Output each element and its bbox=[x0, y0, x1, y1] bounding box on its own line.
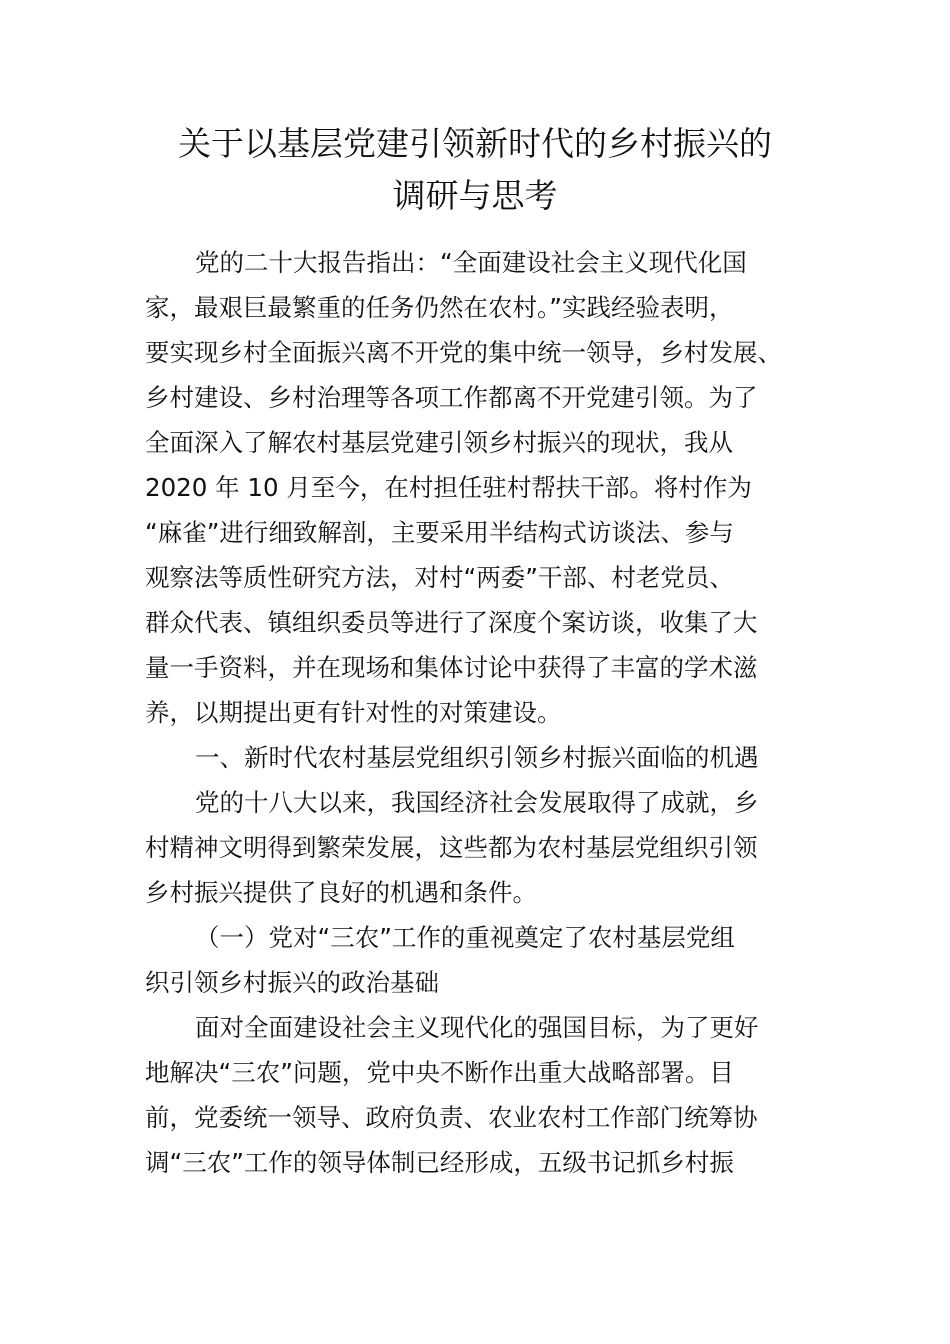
text-line: 调“三农”工作的领导体制已经形成，五级书记抓乡村振 bbox=[145, 1148, 734, 1177]
text-line: 养，以期提出更有针对性的对策建设。 bbox=[145, 698, 562, 727]
text-line: 织引领乡村振兴的政治基础 bbox=[145, 968, 439, 997]
text-line: （一）党对“三农”工作的重视奠定了农村基层党组 bbox=[195, 923, 735, 952]
text-line: 面对全面建设社会主义现代化的强国目标，为了更好 bbox=[195, 1013, 759, 1042]
text-line: 量一手资料，并在现场和集体讨论中获得了丰富的学术滋 bbox=[145, 653, 758, 682]
text-line: 要实现乡村全面振兴离不开党的集中统一领导，乡村发展、 bbox=[145, 338, 782, 367]
subsection-heading-1 bbox=[145, 915, 805, 1005]
title-line-2: 调研与思考 bbox=[392, 176, 558, 215]
text-line: 村精神文明得到繁荣发展，这些都为农村基层党组织引领 bbox=[145, 833, 758, 862]
text-line: 群众代表、镇组织委员等进行了深度个案访谈，收集了大 bbox=[145, 608, 758, 637]
text-line: 一、新时代农村基层党组织引领乡村振兴面临的机遇 bbox=[195, 743, 759, 772]
text-line: “麻雀”进行细致解剖，主要采用半结构式访谈法、参与 bbox=[145, 518, 734, 547]
text-line: 党的二十大报告指出：“全面建设社会主义现代化国 bbox=[195, 248, 747, 277]
document-body bbox=[145, 240, 805, 1185]
paragraph-policy bbox=[145, 1005, 805, 1185]
text-line: 2020 年 10 月至今，在村担任驻村帮扶干部。将村作为 bbox=[145, 473, 752, 502]
text-line: 乡村建设、乡村治理等各项工作都离不开党建引领。为了 bbox=[145, 383, 758, 412]
paragraph-opportunities bbox=[145, 780, 805, 915]
text-line: 前，党委统一领导、政府负责、农业农村工作部门统筹协 bbox=[145, 1103, 758, 1132]
text-line: 全面深入了解农村基层党建引领乡村振兴的现状，我从 bbox=[145, 428, 733, 457]
text-line: 观察法等质性研究方法，对村“两委”干部、村老党员、 bbox=[145, 563, 734, 592]
section-heading-1 bbox=[145, 735, 805, 780]
paragraph-intro bbox=[145, 240, 805, 735]
text-line: 乡村振兴提供了良好的机遇和条件。 bbox=[145, 878, 537, 907]
text-line: 家，最艰巨最繁重的任务仍然在农村。”实践经验表明， bbox=[145, 293, 734, 322]
text-line: 地解决“三农”问题，党中央不断作出重大战略部署。目 bbox=[145, 1058, 734, 1087]
text-line: 党的十八大以来，我国经济社会发展取得了成就，乡 bbox=[195, 788, 759, 817]
title-line-1: 关于以基层党建引领新时代的乡村振兴的 bbox=[178, 124, 772, 163]
document-title bbox=[130, 118, 820, 222]
